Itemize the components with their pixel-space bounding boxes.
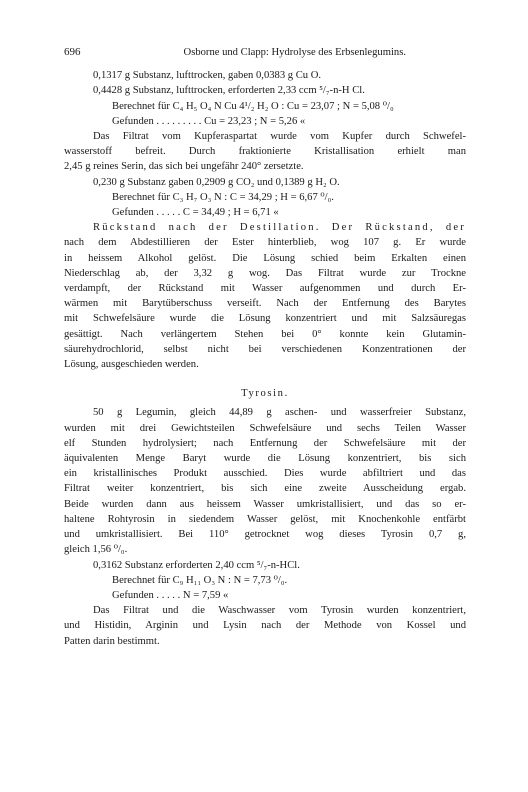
formula-line: Gefunden . . . . . . . . . Cu = 23,23 ; N = 5,26 «	[112, 115, 306, 127]
paragraph-line: Lösung, ausgeschieden werden.	[64, 359, 199, 371]
running-header	[64, 45, 466, 60]
paragraph-line: Das Filtrat vom Kupferaspartat wurde vom Kupfer durch Schwefel-	[93, 131, 466, 143]
paragraph-line: und Histidin, Arginin und Lysin nach der Methode von Kossel und	[64, 620, 466, 632]
paragraph-line: wurden mit drei Gewichtsteilen Schwefelsäure und sechs Teilen Wasser	[64, 422, 466, 434]
formula-line: Berechnet für C₄ H₅ O₄ N Cu 4¹/₂ H₂ O : Cu = 23,07 ; N = 5,08 ⁰/₀	[112, 100, 394, 112]
section-heading: Tyrosin.	[241, 388, 289, 400]
text-line: 0,1317 g Substanz, lufttrocken, gaben 0,0383 g Cu O.	[93, 70, 322, 82]
paragraph-line: haltene Rohtyrosin in siedendem Wasser gelöst, mit Knochenkohle entfärbt	[64, 513, 466, 525]
paragraph-line: Das Filtrat und die Waschwasser vom Tyrosin wurden konzentriert,	[93, 605, 466, 617]
paragraph-line: mit Schwefelsäure wurde die Lösung konzentriert und mit Salzsäuregas	[64, 313, 466, 325]
paragraph-line: elf Stunden hydrolysiert; nach Entfernung der Schwefelsäure mit der	[64, 437, 466, 449]
paragraph-line: wärmen mit Barytüberschuss verseift. Nach der Entfernung des Barytes	[64, 298, 466, 310]
paragraph-line: gleich 1,56 ⁰/₀.	[64, 544, 128, 556]
text-line: 0,3162 Substanz erforderten 2,40 ccm ⁵/₇-n-HCl.	[93, 559, 300, 571]
paragraph-line: Niederschlag ab, der 3,32 g wog. Das Filtrat wurde zur Trockne	[64, 267, 466, 279]
paragraph-line: in heissem Alkohol gelöst. Die Lösung schied beim Erkalten einen	[64, 252, 466, 264]
text-line: 0,230 g Substanz gaben 0,2909 g CO₂ und 0,1389 g H₂ O.	[93, 176, 340, 188]
paragraph-line: und umkristallisiert. Bei 110° getrocknet wog dieses Tyrosin 0,7 g,	[64, 529, 466, 541]
formula-line: Gefunden . . . . . C = 34,49 ; H = 6,71 «	[112, 207, 279, 219]
paragraph-line: 2,45 g reines Serin, das sich bei ungefähr 240° zersetzte.	[64, 161, 304, 173]
paragraph-line: gesättigt. Nach verlängertem Stehen bei 0° konnte kein Glutamin-	[64, 328, 466, 340]
paragraph-line: 50 g Legumin, gleich 44,89 g aschen- und wasserfreier Substanz,	[93, 407, 466, 419]
formula-line: Gefunden . . . . . N = 7,59 «	[112, 589, 229, 601]
paragraph-line: Filtrat weiter konzentriert, bis sich eine zweite Ausscheidung ergab.	[64, 483, 466, 495]
paragraph-line: Rückstand nach der Destillation. Der Rückstand, der	[93, 222, 466, 234]
paragraph-line: Patten darin bestimmt.	[64, 635, 160, 647]
running-title: Osborne und Clapp: Hydrolyse des Erbsenlegumins.	[183, 47, 406, 58]
paragraph-line: Beide wurden dann aus heissem Wasser umkristallisiert, und das so er-	[64, 498, 466, 510]
formula-line: Berechnet für C₉ H₁₁ O₃ N : N = 7,73 ⁰/₀.	[112, 574, 288, 586]
text-line: 0,4428 g Substanz, lufttrocken, erforderten 2,33 ccm ⁵/₇-n-H Cl.	[93, 85, 365, 97]
page-number: 696	[64, 46, 81, 58]
paragraph-line: wasserstoff befreit. Durch fraktionierte Kristallisation erhielt man	[64, 146, 466, 158]
paragraph-line: verdampft, der Rückstand mit Wasser aufgenommen und durch Er-	[64, 283, 466, 295]
paragraph-line: säurehydrochlorid, selbst nicht bei verschiedenen Konzentrationen der	[64, 343, 466, 355]
page	[64, 45, 466, 649]
formula-line: Berechnet für C₃ H₇ O₃ N : C = 34,29 ; H = 6,67 ⁰/₀.	[112, 191, 334, 203]
paragraph-line: nach dem Abdestillieren der Ester hinterblieb, wog 107 g. Er wurde	[64, 237, 466, 249]
paragraph-line: äquivalenten Menge Baryt wurde die Lösung konzentriert, bis sich	[64, 453, 466, 465]
paragraph-line: ein kristallinisches Produkt ausschied. Dies wurde abfiltriert und das	[64, 468, 466, 480]
